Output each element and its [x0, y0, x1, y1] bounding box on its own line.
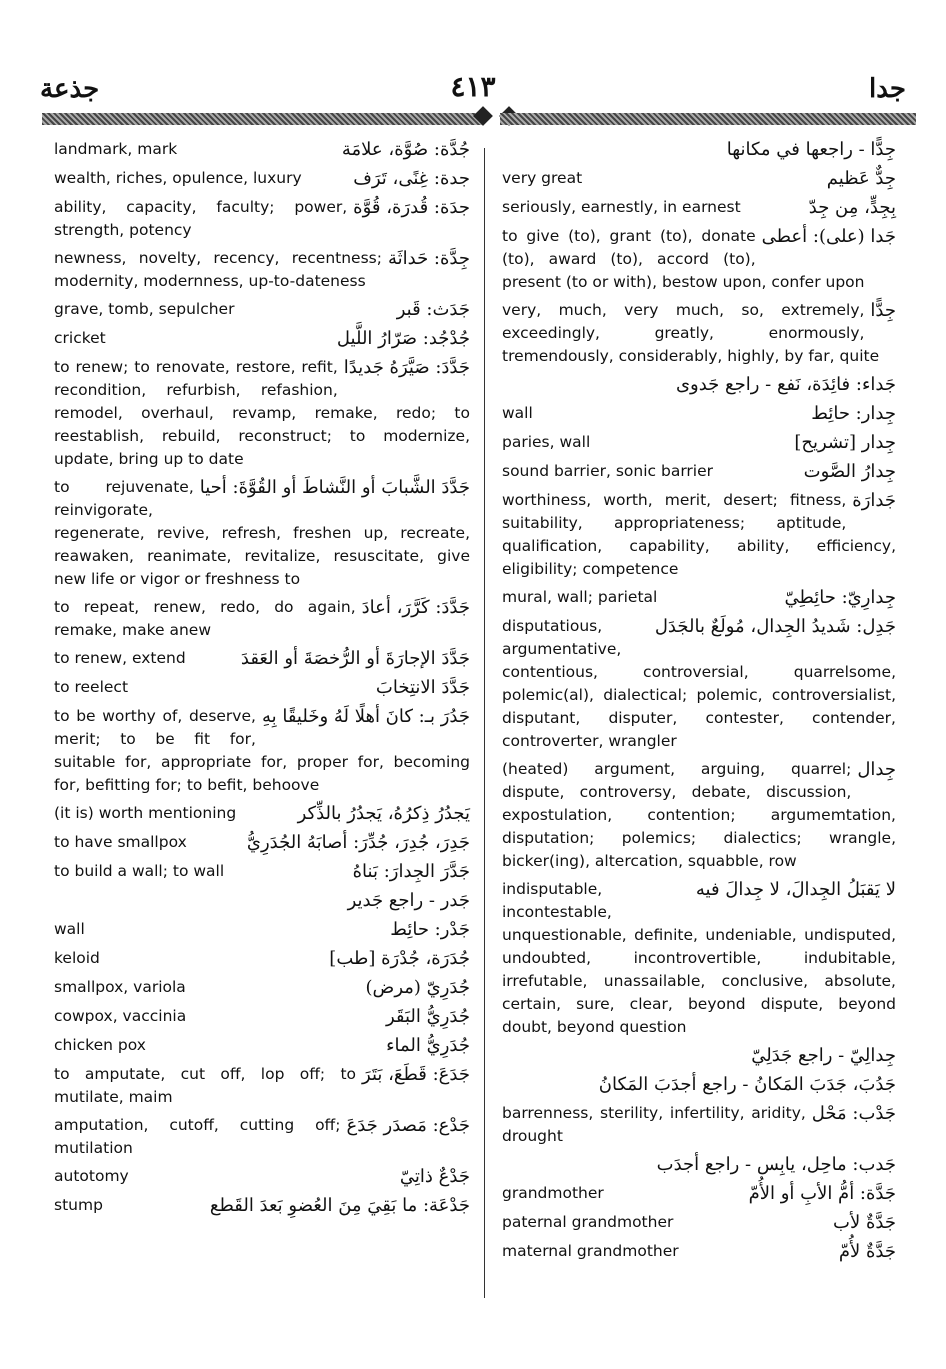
arabic-headword: جَدارَة [852, 490, 896, 511]
arabic-headword: جِدارُ الصَّوت [803, 461, 896, 482]
dictionary-entry [54, 889, 470, 913]
english-definition: maternal grandmother [502, 1242, 679, 1260]
dictionary-entry [54, 298, 470, 322]
arabic-headword: جَدب: ماحِل، يابِس - راجع أجدَب [656, 1154, 896, 1175]
arabic-headword: يَجدُرُ ذِكرُهُ، يَجدُرُ بالذِّكر [297, 803, 470, 824]
english-definition: indisputable, incontestable, unquestionable, definite, undeniable, undisputed, undoubted, incontrovertible, indubitable, irrefutable, unassailable, conclusive, absolute, certain, sure, clear, beyond dispute, beyond doubt, beyond question [502, 880, 896, 1036]
english-definition: (it is) worth mentioning [54, 804, 237, 822]
english-definition: wealth, riches, opulence, luxury [54, 169, 302, 187]
dictionary-entry [502, 225, 896, 294]
english-definition: to rejuvenate, reinvigorate, regenerate, revive, refresh, freshen up, recreate, reawaken, reanimate, revitalize, resuscitate, give new life or vigor or freshness to [54, 478, 470, 588]
english-definition: to renew, extend [54, 649, 186, 667]
english-definition: to amputate, cut off, lop off; to mutilate, maim [54, 1065, 357, 1106]
english-definition: very, much, very much, so, extremely, exceedingly, greatly, enormously, tremendously, considerably, highly, by far, quite [502, 301, 880, 365]
dictionary-entry [502, 878, 896, 1039]
english-definition: to reelect [54, 678, 129, 696]
arabic-headword: جَدَّدَ الانتِخابَ [375, 677, 470, 698]
dictionary-entry [502, 1102, 896, 1148]
arabic-headword: جِدالِيّ - راجع جَدَلِيّ [751, 1045, 896, 1066]
arabic-headword: جُدَرَة، جُدْرَة [طب] [329, 948, 470, 969]
dictionary-entry [502, 1240, 896, 1264]
arabic-headword: جُدَّة: صُوَّة، علامَة [341, 139, 470, 160]
arabic-headword: جِدًّا - راجعها في مكانها [726, 139, 896, 160]
english-definition: autotomy [54, 1167, 129, 1185]
english-definition: sound barrier, sonic barrier [502, 462, 714, 480]
dictionary-entry [54, 1165, 470, 1189]
running-head-right: جدا [869, 74, 906, 104]
english-definition: to be worthy of, deserve, merit; to be fit for, suitable for, appropriate for, proper for, becoming for, befitting for; to befit, behoove [54, 707, 470, 794]
english-definition: disputatious, argumentative, contentious, controversial, quarrelsome, polemic(al), dialectical; polemic, controversialist, disputant, disputer, contester, contender, controverter, wrangler [502, 617, 896, 750]
english-definition: (heated) argument, arguing, quarrel; dispute, controversy, debate, discussion, expostulation, contention; argumemtation, disputation; polemics; dialectics; wrangle, bicker(ing), altercation, squabble, row [502, 760, 896, 870]
left-column [54, 138, 470, 1223]
dictionary-entry [54, 1063, 470, 1109]
english-definition: to give (to), grant (to), donate (to), award (to), accord (to), present (to or with), bestow upon, confer upon [502, 227, 865, 291]
running-head-left: جذعة [40, 74, 100, 104]
arabic-headword: جِدار: حائِط [811, 403, 896, 424]
arabic-headword: جَدِرَ، جُدِرَ، جُدِّرَ: أصابَهُ الجُدَرِيُّ [246, 832, 470, 853]
english-definition: wall [54, 920, 85, 938]
dictionary-entry [502, 758, 896, 873]
arabic-headword: جَدَث: قَبر [396, 299, 470, 320]
dictionary-entry [54, 476, 470, 591]
english-definition: barrenness, sterility, infertility, aridity, drought [502, 1104, 806, 1145]
english-definition: keloid [54, 949, 100, 967]
arabic-headword: جِدًّا [870, 300, 896, 321]
dictionary-entry [54, 196, 470, 242]
arabic-headword: جدَة: قُدرَة، قُوَّة [353, 197, 470, 218]
dictionary-entry [54, 947, 470, 971]
english-definition: to have smallpox [54, 833, 187, 851]
arabic-headword: جِدال [857, 759, 896, 780]
english-definition: newness, novelty, recency, recentness; modernity, modernness, up-to-dateness [54, 249, 382, 290]
dictionary-entry [502, 1182, 896, 1206]
english-definition: stump [54, 1196, 103, 1214]
arabic-headword: لا يَقبَلُ الجِدالَ، لا جِدالَ فيه [695, 879, 896, 900]
arabic-headword: جِدَّة: حَداثَة [387, 248, 470, 269]
arabic-headword: جَدا (على): أعطى [761, 226, 896, 247]
english-definition: mural, wall; parietal [502, 588, 658, 606]
dictionary-entry [502, 167, 896, 191]
english-definition: to renew; to renovate, restore, refit, recondition, refurbish, refashion, remodel, overhaul, revamp, remake, redo; to reestablish, rebuild, reconstruct; to modernize, update, bring up to date [54, 358, 470, 468]
english-definition: paternal grandmother [502, 1213, 674, 1231]
arabic-headword: جُدَرِيُّ البَقَر [385, 1006, 470, 1027]
right-column [502, 138, 896, 1269]
dictionary-entry [502, 615, 896, 753]
arabic-headword: جَدَّدَ الإجارَةَ أو الرُّخصَةَ أو العَقدَ [240, 648, 470, 669]
dictionary-entry [54, 356, 470, 471]
dictionary-entry [502, 1044, 896, 1068]
english-definition: amputation, cutoff, cutting off; mutilation [54, 1116, 341, 1157]
dictionary-entry [502, 431, 896, 455]
dictionary-entry [54, 802, 470, 826]
english-definition: paries, wall [502, 433, 591, 451]
arabic-headword: جدة: غِنًى، تَرَف [353, 168, 470, 189]
dictionary-entry [54, 596, 470, 642]
arabic-headword: جَدَّة: أمُّ الأبِ أو الأُمّ [748, 1183, 896, 1204]
arabic-headword: جِدارِيّ: حائِطِيّ [784, 587, 896, 608]
english-definition: cowpox, vaccinia [54, 1007, 187, 1025]
arabic-headword: جَدِل: شَديدُ الجِدال، مُولَعٌ بالجَدَل [654, 616, 896, 637]
dictionary-entry [54, 167, 470, 191]
english-definition: chicken pox [54, 1036, 146, 1054]
dictionary-entry [502, 373, 896, 397]
dictionary-entry [502, 138, 896, 162]
arabic-headword: جَدْر: حائِط [390, 919, 470, 940]
english-definition: to build a wall; to wall [54, 862, 225, 880]
header-rule-right [500, 113, 916, 125]
arabic-headword: جَدَّدَ: صَيَّرَهُ جَديدًا [343, 357, 470, 378]
dictionary-entry [54, 676, 470, 700]
arabic-headword: جُدَرِيُّ الماء [386, 1035, 470, 1056]
english-definition: smallpox, variola [54, 978, 186, 996]
arabic-headword: جَداء: فائِدَة، نَفع - راجع جَدوى [675, 374, 896, 395]
english-definition: seriously, earnestly, in earnest [502, 198, 741, 216]
page-number: ٤١٣ [450, 70, 496, 103]
arabic-headword: جَدَّةٌ لأب [833, 1212, 896, 1233]
dictionary-entry [54, 327, 470, 351]
dictionary-entry [54, 860, 470, 884]
arabic-headword: جَدَّدَ الشَّبابَ أو النَّشاطَ أو القُوَّةَ: أحيا [199, 477, 470, 498]
dictionary-entry [54, 705, 470, 797]
english-definition: grandmother [502, 1184, 604, 1202]
arabic-headword: جَدْعٌ ذاتِيّ [399, 1166, 470, 1187]
dictionary-entry [54, 138, 470, 162]
arabic-headword: جَدَعَ: قَطَعَ، بَتَرَ [362, 1064, 470, 1085]
arabic-headword: جَدَّرَ الجِدارَ: بَناهُ [352, 861, 470, 882]
dictionary-entry [54, 1005, 470, 1029]
arabic-headword: جَدر - راجع جَدير [347, 890, 470, 911]
dictionary-entry [54, 831, 470, 855]
arabic-headword: جِدار [تشريح] [794, 432, 896, 453]
english-definition: cricket [54, 329, 106, 347]
dictionary-entry [502, 1073, 896, 1097]
dictionary-entry [54, 1114, 470, 1160]
arabic-headword: جَدَّةٌ لأُمّ [838, 1241, 896, 1262]
dictionary-entry [502, 460, 896, 484]
dictionary-entry [54, 918, 470, 942]
dictionary-entry [502, 196, 896, 220]
dictionary-entry [54, 247, 470, 293]
dictionary-entry [54, 1194, 470, 1218]
dictionary-entry [502, 299, 896, 368]
english-definition: to repeat, renew, redo, do again, remake, make anew [54, 598, 356, 639]
arabic-headword: جَدْب: مَحْل [811, 1103, 896, 1124]
english-definition: worthiness, worth, merit, desert; fitness, suitability, appropriateness; aptitude, qualification, capability, ability, efficiency, eligibility; competence [502, 491, 896, 578]
arabic-headword: جُدْجُد: صَرّارُ اللَّيل [336, 328, 470, 349]
header-rule-left [42, 113, 482, 125]
english-definition: ability, capacity, faculty; power, strength, potency [54, 198, 348, 239]
dictionary-entry [502, 1153, 896, 1177]
arabic-headword: جَدُبَ، جَدَبَ المَكانُ - راجع أجدَبَ المَكانُ [598, 1074, 896, 1095]
dictionary-entry [54, 976, 470, 1000]
arabic-headword: جِدٌّ عَظيم [826, 168, 896, 189]
english-definition: wall [502, 404, 533, 422]
arabic-headword: بِجِدٍّ، مِن جِدّ [808, 197, 896, 218]
arabic-headword: جَدَّدَ: كَرَّرَ، أعادَ [361, 597, 470, 618]
dictionary-entry [502, 1211, 896, 1235]
arabic-headword: جُدَرِيّ (مرض) [365, 977, 470, 998]
english-definition: grave, tomb, sepulcher [54, 300, 235, 318]
dictionary-entry [54, 1034, 470, 1058]
english-definition: very great [502, 169, 583, 187]
dictionary-entry [54, 647, 470, 671]
english-definition: landmark, mark [54, 140, 178, 158]
arabic-headword: جَدْعَة: ما بَقِيَ مِنَ العُضوِ بَعدَ القَطع [209, 1195, 470, 1216]
dictionary-entry [502, 489, 896, 581]
dictionary-entry [502, 586, 896, 610]
arabic-headword: جَدْع: مَصدَر جَدَعَ [346, 1115, 470, 1136]
dictionary-entry [502, 402, 896, 426]
column-divider [484, 148, 485, 1298]
arabic-headword: جَدُرَ بـ: كانَ أهلًا لَهُ وخَليقًا بِهِ [261, 706, 470, 727]
